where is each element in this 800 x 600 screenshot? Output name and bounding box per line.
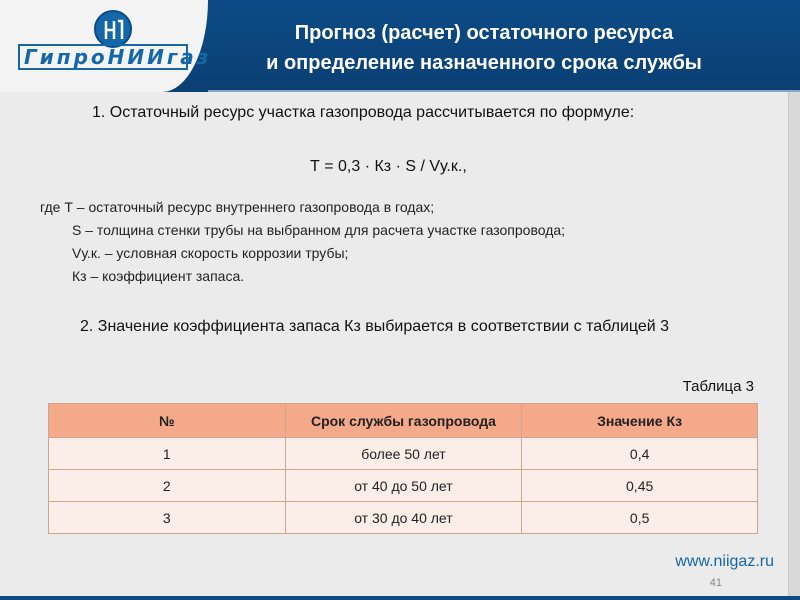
table-row [49,438,758,470]
cell-service-life: от 30 до 40 лет [285,502,522,534]
cell-service-life: от 40 до 50 лет [285,470,522,502]
coefficient-table [48,403,758,534]
table-caption: Таблица 3 [682,378,754,395]
table-row [49,502,758,534]
header-service-life: Срок службы газопровода [285,404,522,438]
definition-k: Кз – коэффициент запаса. [72,268,245,284]
header-divider [208,90,800,92]
logo-emblem-icon [94,10,132,48]
point-1-text: 1. Остаточный ресурс участка газопровода рассчитывается по формуле: [92,104,635,121]
decorative-stripe [788,92,800,600]
cell-number: 3 [49,502,286,534]
table-row [49,470,758,502]
header-number: № [49,404,286,438]
cell-coefficient: 0,45 [522,470,758,502]
title-line-2: и определение назначенного срока службы [266,52,702,74]
website-link[interactable]: www.niigaz.ru [675,553,774,570]
title-line-1: Прогноз (расчет) остаточного ресурса [294,22,674,44]
definition-v: Vу.к. – условная скорость коррозии трубы; [72,245,349,261]
page-title [214,18,754,78]
footer-divider [0,596,800,600]
point-2-text: 2. Значение коэффициента запаса Кз выбирается в соответствии с таблицей 3 [80,318,670,335]
definition-t: где Т – остаточный ресурс внутреннего газопровода в годах; [40,199,435,215]
logo-text: ГипроНИИгаз [18,44,188,70]
definition-s: S – толщина стенки трубы на выбранном для расчета участке газопровода; [72,222,566,238]
definitions-list [40,196,565,288]
cell-coefficient: 0,5 [522,502,758,534]
cell-number: 2 [49,470,286,502]
header-coefficient: Значение Кз [522,404,758,438]
formula: Т = 0,3 · Кз · S / Vу.к., [310,158,467,175]
page-number: 41 [709,577,722,589]
cell-number: 1 [49,438,286,470]
logo-panel [0,0,212,92]
header-bar [0,0,800,92]
cell-coefficient: 0,4 [522,438,758,470]
table-header-row [49,404,758,438]
cell-service-life: более 50 лет [285,438,522,470]
